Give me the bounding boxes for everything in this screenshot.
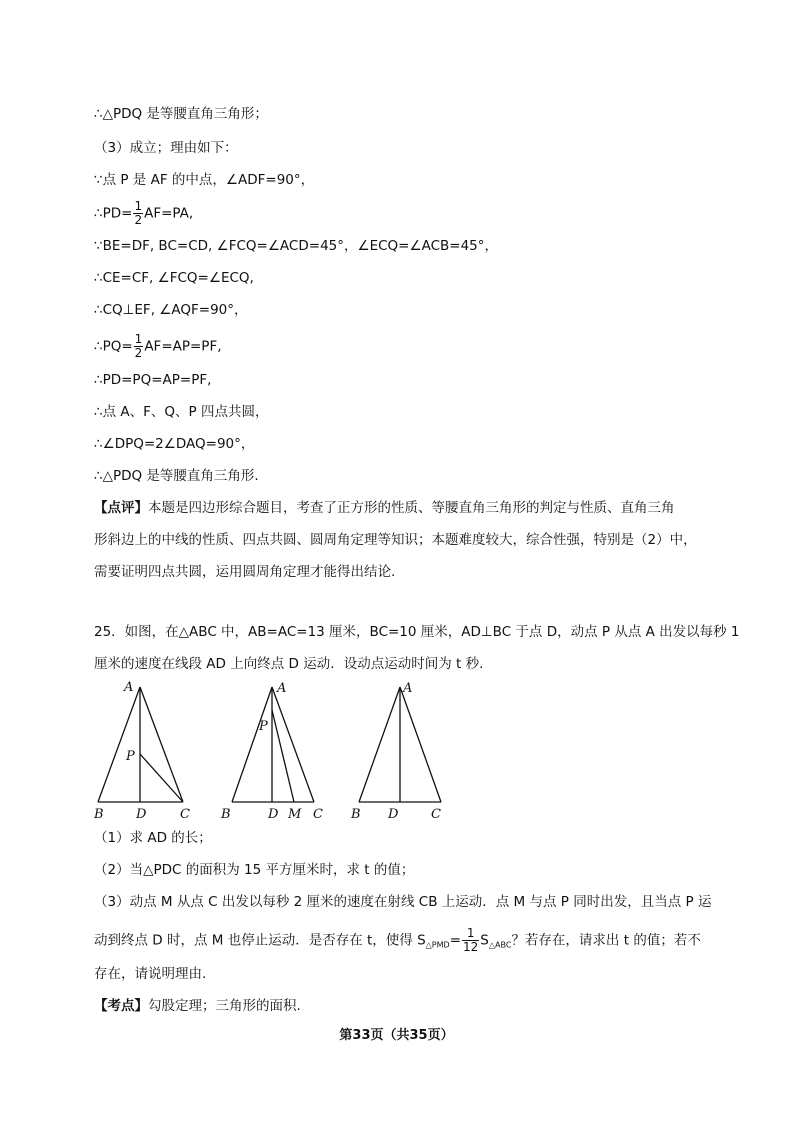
text-segment: = bbox=[449, 932, 462, 949]
comment-line bbox=[94, 498, 675, 518]
text-line: ∴△PDQ 是等腰直角三角形； bbox=[94, 106, 268, 122]
keypoint-tag: 【考点】 bbox=[94, 998, 148, 1014]
comment-line: 形斜边上的中线的性质、四点共圆、圆周角定理等知识；本题难度较大，综合性强，特别是（2）中， bbox=[94, 532, 697, 548]
question-line: 厘米的速度在线段 AD 上向终点 D 运动．设动点运动时间为 t 秒. bbox=[94, 656, 484, 672]
subquestion-line: （1）求 AD 的长； bbox=[94, 830, 212, 846]
text-segment: 本题是四边形综合题目，考查了正方形的性质、等腰直角三角形的判定与性质、直角三角 bbox=[148, 500, 675, 516]
fraction bbox=[133, 200, 143, 227]
question-line: 25．如图，在△ABC 中，AB=AC=13 厘米，BC=10 厘米，AD⊥BC 于点 D，动点 P 从点 A 出发以每秒 1 bbox=[94, 624, 740, 640]
text-line: （3）成立；理由如下： bbox=[94, 140, 238, 156]
segment-ac bbox=[400, 687, 441, 802]
text-line bbox=[94, 333, 222, 360]
fraction-denominator: 2 bbox=[134, 346, 143, 360]
keypoint-line bbox=[94, 996, 301, 1016]
label-c: C bbox=[313, 807, 323, 822]
segment-pc bbox=[140, 754, 183, 802]
segment-ab bbox=[359, 687, 400, 802]
label-d: D bbox=[268, 807, 279, 822]
fraction bbox=[462, 927, 479, 954]
page-footer: 第33页（共35页） bbox=[339, 1028, 454, 1043]
label-c: C bbox=[180, 807, 190, 822]
text-line: ∵BE=DF, BC=CD, ∠FCQ=∠ACD=45°，∠ECQ=∠ACB=45°， bbox=[94, 238, 499, 254]
text-line: ∵点 P 是 AF 的中点，∠ADF=90°， bbox=[94, 172, 315, 188]
text-line: ∴△PDQ 是等腰直角三角形. bbox=[94, 468, 259, 484]
label-a: A bbox=[277, 681, 287, 696]
fraction-denominator: 12 bbox=[463, 940, 479, 954]
segment-ab bbox=[98, 687, 140, 802]
label-d: D bbox=[136, 807, 147, 822]
text-segment: 勾股定理；三角形的面积. bbox=[148, 998, 301, 1014]
fraction bbox=[134, 333, 144, 360]
subquestion-line: （2）当△PDC 的面积为 15 平方厘米时，求 t 的值； bbox=[94, 862, 415, 878]
text-segment: ？若存在，请求出 t 的值；若不 bbox=[511, 932, 701, 949]
text-line: ∴PD=PQ=AP=PF, bbox=[94, 372, 212, 388]
label-p: P bbox=[126, 749, 135, 764]
text-segment: ∴PD= bbox=[94, 205, 133, 222]
comment-line: 需要证明四点共圆，运用圆周角定理才能得出结论. bbox=[94, 564, 396, 580]
subscript: △ABC bbox=[488, 940, 512, 950]
subscript: △PMD bbox=[425, 940, 450, 950]
fraction-numerator: 1 bbox=[462, 927, 479, 941]
label-b: B bbox=[351, 807, 361, 822]
text-segment: S bbox=[480, 932, 489, 949]
subquestion-line bbox=[94, 927, 701, 956]
text-line: ∴∠DPQ=2∠DAQ=90°， bbox=[94, 436, 255, 452]
label-b: B bbox=[221, 807, 231, 822]
segment-ab bbox=[232, 687, 272, 802]
label-d: D bbox=[388, 807, 399, 822]
label-a: A bbox=[403, 681, 413, 696]
fraction-denominator: 2 bbox=[134, 213, 143, 227]
triangle-figure-3 bbox=[345, 678, 450, 823]
subquestion-line: （3）动点 M 从点 C 出发以每秒 2 厘米的速度在射线 CB 上运动．点 M 与点 P 同时出发，且当点 P 运 bbox=[94, 894, 712, 910]
label-m: M bbox=[288, 807, 302, 822]
label-a: A bbox=[124, 680, 134, 695]
text-line bbox=[94, 200, 193, 227]
fraction-numerator: 1 bbox=[134, 199, 143, 213]
triangle-figure-2 bbox=[215, 678, 335, 823]
label-p: P bbox=[259, 719, 268, 734]
fraction-numerator: 1 bbox=[134, 332, 143, 346]
segment-pm bbox=[272, 710, 294, 802]
subquestion-line: 存在，请说明理由. bbox=[94, 966, 207, 982]
triangle-figure-1 bbox=[88, 678, 198, 823]
label-c: C bbox=[431, 807, 441, 822]
text-segment: AF=AP=PF, bbox=[144, 338, 222, 355]
text-segment: 动到终点 D 时，点 M 也停止运动．是否存在 t，使得 S bbox=[94, 932, 426, 949]
segment-ac bbox=[272, 687, 314, 802]
text-line: ∴CQ⊥EF, ∠AQF=90°， bbox=[94, 302, 248, 318]
label-b: B bbox=[94, 807, 104, 822]
text-line: ∴CE=CF, ∠FCQ=∠ECQ, bbox=[94, 270, 254, 286]
text-segment: AF=PA, bbox=[144, 205, 194, 222]
text-segment: ∴PQ= bbox=[94, 338, 133, 355]
segment-ac bbox=[140, 687, 183, 802]
comment-tag: 【点评】 bbox=[94, 500, 148, 516]
text-line: ∴点 A、F、Q、P 四点共圆， bbox=[94, 404, 269, 420]
